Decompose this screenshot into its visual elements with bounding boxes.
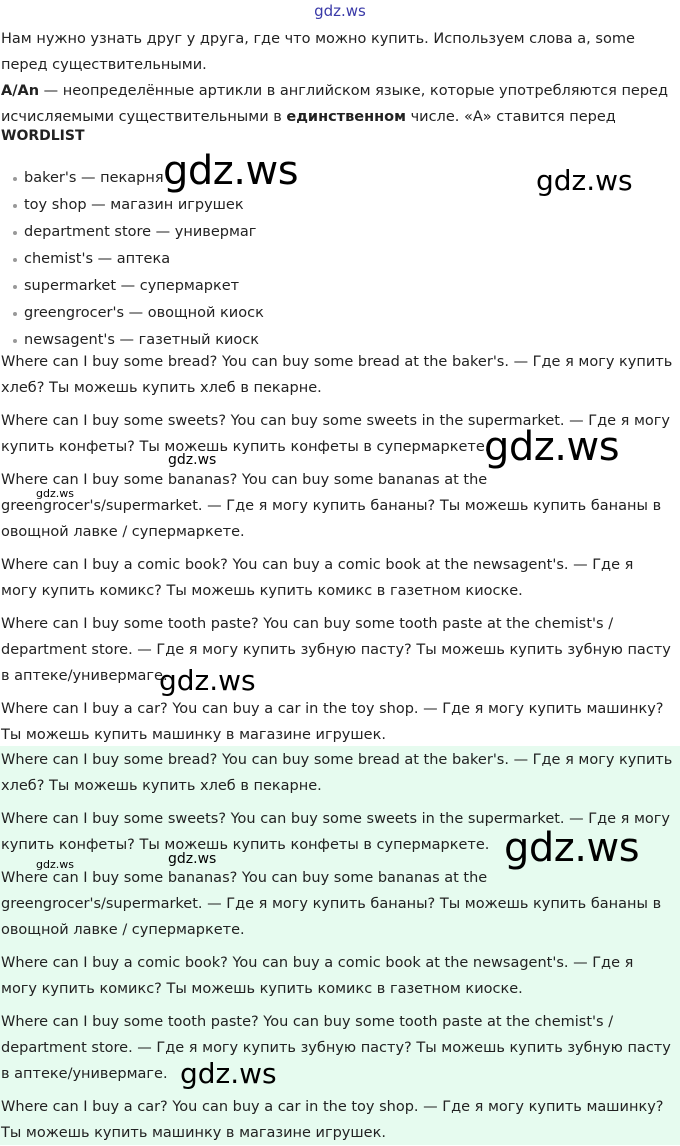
answer-paragraph: Where can I buy a comic book? You can buy a comic book at the newsagent's. — Где я могу купить комикс? Ты можешь купить комикс в газетном киоске. bbox=[1, 557, 634, 599]
list-item: supermarket — супермаркет bbox=[0, 273, 264, 300]
answer-paragraph: Where can I buy some sweets? You can buy some sweets in the supermarket. — Где я могу купить конфеты? Ты можешь купить конфеты в супермаркете. bbox=[1, 811, 670, 853]
answer-paragraph: Where can I buy some bananas? You can buy some bananas at the greengrocer's/supermarket. — Где я могу купить бананы? Ты можешь купить бананы в овощной лавке / супермаркете. bbox=[1, 472, 662, 540]
list-item: chemist's — аптека bbox=[0, 246, 264, 273]
list-item: department store — универмаг bbox=[0, 219, 264, 246]
answer-paragraph: Where can I buy a car? You can buy a car in the toy shop. — Где я могу купить машинку? Ты можешь купить машинку в магазине игрушек. bbox=[1, 1099, 664, 1141]
watermark: gdz.ws bbox=[159, 664, 256, 697]
answer-paragraph: Where can I buy some sweets? You can buy some sweets in the supermarket. — Где я могу купить конфеты? Ты можешь купить конфеты в супермаркете. bbox=[1, 413, 670, 455]
article-description-end: числе. «A» ставится перед bbox=[405, 109, 616, 125]
watermark: gdz.ws bbox=[36, 487, 74, 500]
list-item: newsagent's — газетный киоск bbox=[0, 327, 264, 354]
wordlist-heading: WORDLIST bbox=[1, 128, 85, 144]
article-term: A/An bbox=[1, 83, 40, 99]
list-item: baker's — пекарня bbox=[0, 165, 264, 192]
bullet-icon bbox=[13, 285, 17, 289]
answer-paragraph: Where can I buy some bread? You can buy some bread at the baker's. — Где я могу купить хлеб? Ты можешь купить хлеб в пекарне. bbox=[1, 354, 673, 396]
intro-paragraph: Нам нужно узнать друг у друга, где что можно купить. Используем слова a, some перед существительными. bbox=[1, 31, 635, 73]
site-logo[interactable]: gdz.ws bbox=[314, 2, 366, 20]
list-item: toy shop — магазин игрушек bbox=[0, 192, 264, 219]
list-item: greengrocer's — овощной киоск bbox=[0, 300, 264, 327]
answer-paragraph: Where can I buy a car? You can buy a car in the toy shop. — Где я могу купить машинку? Ты можешь купить машинку в магазине игрушек. bbox=[1, 701, 664, 743]
bullet-icon bbox=[13, 204, 17, 208]
watermark: gdz.ws bbox=[180, 1057, 277, 1090]
bullet-icon bbox=[13, 177, 17, 181]
watermark: gdz.ws bbox=[504, 825, 640, 871]
bullet-icon bbox=[13, 258, 17, 262]
article-paragraph bbox=[1, 78, 671, 130]
bullet-icon bbox=[13, 339, 17, 343]
article-bold-word: единственном bbox=[286, 109, 406, 125]
watermark: gdz.ws bbox=[36, 858, 74, 871]
answer-paragraph: Where can I buy some bread? You can buy some bread at the baker's. — Где я могу купить хлеб? Ты можешь купить хлеб в пекарне. bbox=[1, 752, 673, 794]
watermark: gdz.ws bbox=[168, 452, 217, 468]
answer-paragraph: Where can I buy a comic book? You can buy a comic book at the newsagent's. — Где я могу купить комикс? Ты можешь купить комикс в газетном киоске. bbox=[1, 955, 634, 997]
watermark: gdz.ws bbox=[536, 164, 633, 197]
bullet-icon bbox=[13, 312, 17, 316]
answer-paragraph: Where can I buy some tooth paste? You can buy some tooth paste at the chemist's / department store. — Где я могу купить зубную пасту? Ты можешь купить зубную пасту в аптеке/универмаге. bbox=[1, 616, 671, 684]
watermark: gdz.ws bbox=[168, 851, 217, 867]
watermark: gdz.ws bbox=[163, 148, 299, 194]
article-description: — неопределённые артикли в английском языке, которые употребляются перед исчисляемыми существительными в bbox=[1, 83, 669, 125]
answer-paragraph: Where can I buy some tooth paste? You can buy some tooth paste at the chemist's / department store. — Где я могу купить зубную пасту? Ты можешь купить зубную пасту в аптеке/универмаге. bbox=[1, 1014, 671, 1082]
watermark: gdz.ws bbox=[484, 424, 620, 470]
answer-paragraph: Where can I buy some bananas? You can buy some bananas at the greengrocer's/supermarket. — Где я могу купить бананы? Ты можешь купить бананы в овощной лавке / супермаркете. bbox=[1, 870, 662, 938]
bullet-icon bbox=[13, 231, 17, 235]
